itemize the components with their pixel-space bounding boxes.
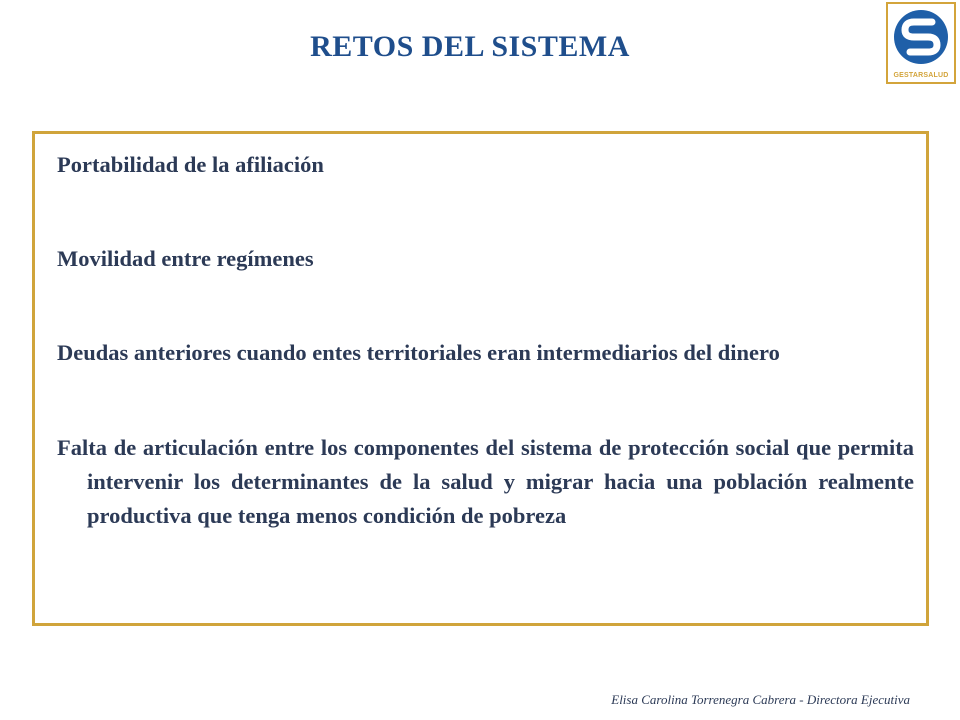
slide-title: RETOS DEL SISTEMA [310, 30, 630, 63]
challenge-item: Deudas anteriores cuando entes territoriales eran intermediarios del dinero [57, 340, 780, 365]
logo-text: GESTARSALUD [893, 72, 949, 79]
gestarsalud-logo [886, 2, 956, 84]
challenge-item: Movilidad entre regímenes [57, 246, 314, 271]
challenge-item: Portabilidad de la afiliación [57, 152, 324, 177]
footer-credit: Elisa Carolina Torrenegra Cabrera - Directora Ejecutiva [611, 692, 910, 707]
challenges-box [32, 131, 929, 626]
gestarsalud-logo-icon [888, 4, 954, 82]
challenge-item: Falta de articulación entre los componentes del sistema de protección social que permita intervenir los determinantes de la salud y migrar hacia una población realmente productiva que tenga menos condición de pobreza [57, 435, 914, 528]
